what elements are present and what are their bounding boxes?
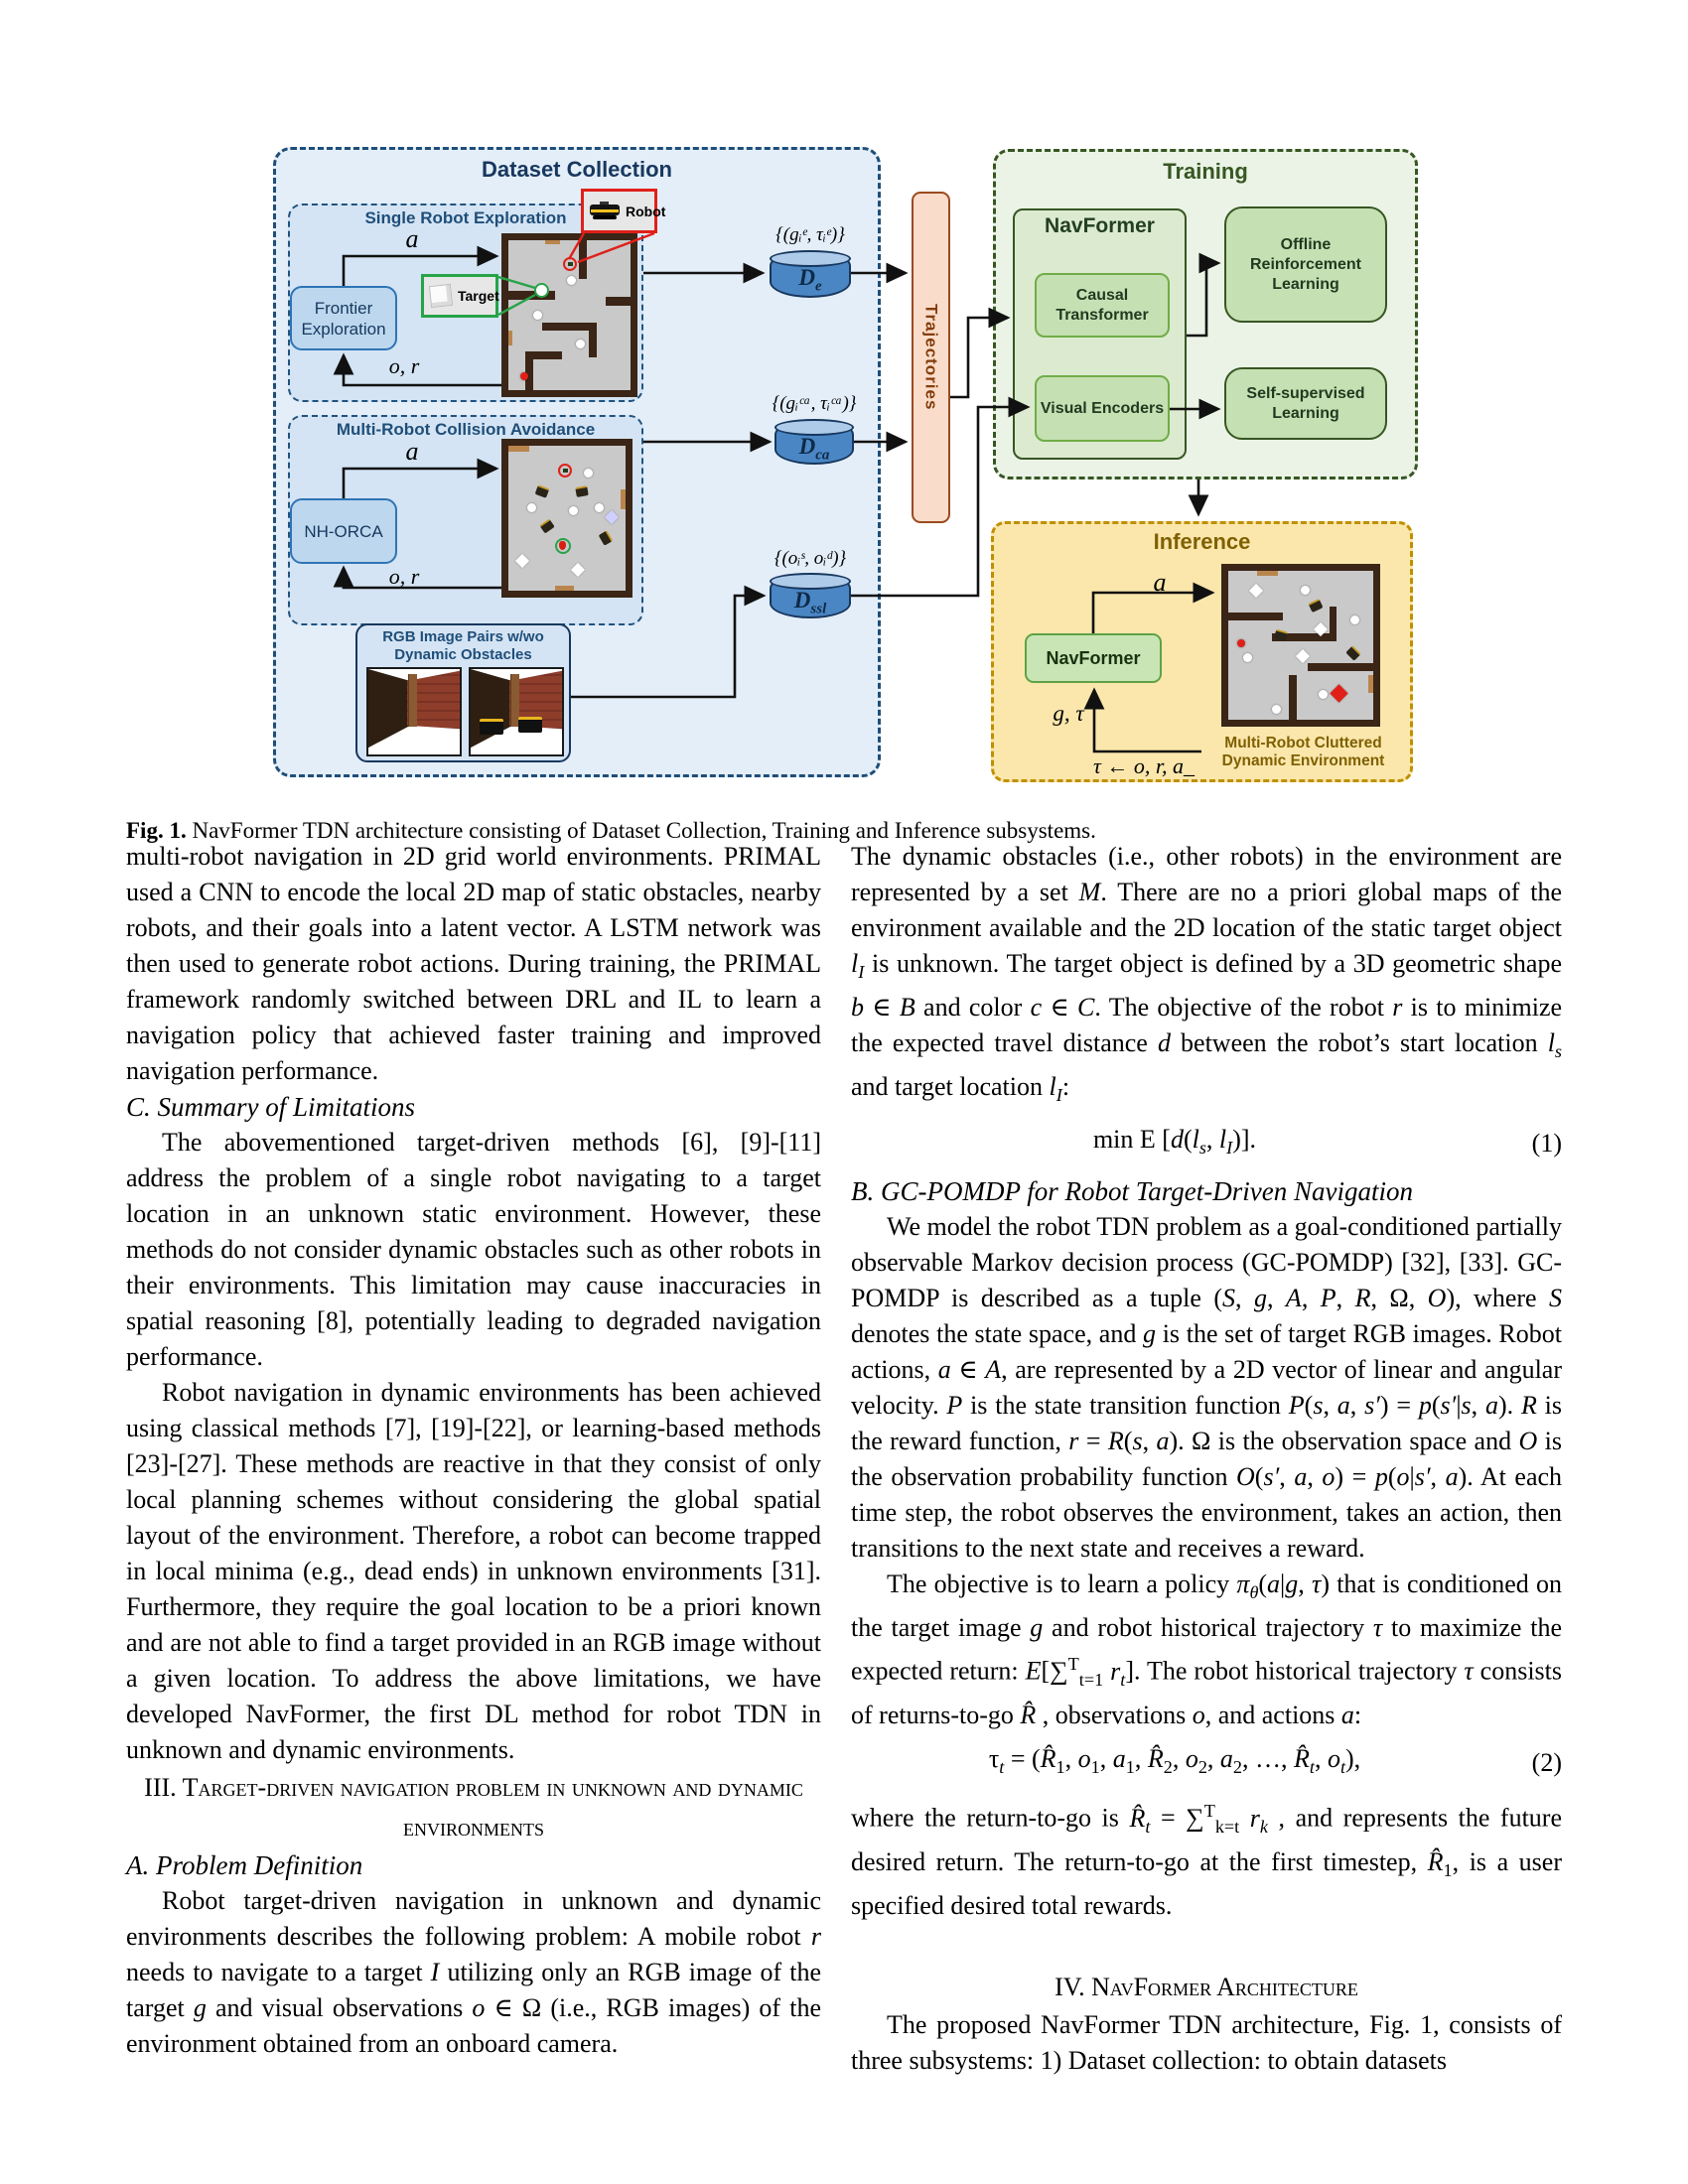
subsection-heading-b: B. GC-POMDP for Robot Target-Driven Navigation [851,1175,1413,1206]
rgb-output-label: {(oᵢˢ, oᵢᵈ)} [774,548,847,569]
robot-callout-label: Robot [626,203,666,219]
single-robot-exploration-title: Single Robot Exploration [364,208,567,227]
trajectories-bar [912,192,950,523]
rgb-image-pairs-title: RGB Image Pairs w/wo Dynamic Obstacles [382,628,544,663]
action-label-exploration: a [405,224,419,253]
causal-transformer-box: Causal Transformer [1035,273,1170,338]
de-label: D [798,265,815,290]
section-heading-4: IV. NavFormer Architecture [1055,1973,1358,2001]
paragraph: multi-robot navigation in 2D grid world environments. PRIMAL used a CNN to encode the local 2D map of static obstacles, nearby robots, and their goals into a latent vector. A LSTM network was then used to generate robot actions. During training, the PRIMAL framework randomly switched between DRL and IL to learn a navigation policy that achieved faster training and improved navigation performance. [126,842,821,1085]
figure-caption-text: NavFormer TDN architecture consisting of Dataset Collection, Training and Inference subsystems. [186,818,1096,843]
dynamic-hallway-image [469,667,564,756]
robot-callout [581,189,666,233]
dataset-de-cylinder [770,250,851,298]
goal-marker [555,538,571,554]
figure-caption-tag: Fig. 1. [126,818,187,843]
paragraph: Robot target-driven navigation in unknown and dynamic environments describes the following problem: A mobile robot r needs to navigate to a target I utilizing only an RGB image of the target g and visual observations o ∈ Ω (i.e., RGB images) of the environment obtained from an onboard camera. [126,1886,821,2058]
training-title: Training [1163,159,1248,184]
paragraph: Robot navigation in dynamic environments has been achieved using classical methods [7], [19]-[22], or learning-based methods [23]-[27]. These methods are reactive in that they consist of only local planning schemes without considering the global spatial layout of the environment. Therefore, a robot can become trapped in local minima (e.g., dead ends) in unknown environments [31]. Furthermore, they require the goal location to be a priori known and are not able to find a target provided in an RGB image without a given location. To address the above limitations, we have developed NavFormer, the first DL method for robot TDN in unknown and dynamic environments. [126,1378,821,1764]
subsection-heading-c: C. Summary of Limitations [126,1092,416,1122]
robot-icon [590,202,620,221]
exploration-environment-image [501,233,637,397]
target-viewpoint-marker [534,283,549,298]
inference-environment-caption: Multi-Robot Cluttered Dynamic Environment [1221,735,1385,769]
collision-environment-image [501,439,633,598]
inference-environment-image [1221,564,1380,727]
dca-sub: ca [815,447,830,464]
equation-2 [851,1741,1562,1785]
right-column [851,839,1562,2079]
inference-navformer-box: NavFormer [1025,633,1162,683]
equation-1 [851,1122,1562,1165]
dssl-label: D [793,588,811,613]
pa­ragraph: where the return-to-go is $R̂_t = \sum^T_{k=t}$ $r_k$ , and represents the future desired return. The return-to-go at the first timestep, $R̂_1$, is a user specified desired total rewards. [851,1800,1563,1920]
dataset-dca-cylinder [774,419,854,465]
section-heading-3: III. Target-driven navigation problem in unknown and dynamic environments [144,1773,803,1842]
collision-output-label: {(gᵢᶜᵃ, τᵢᶜᵃ)} [772,393,857,414]
de-sub: e [814,278,822,295]
multi-robot-collision-title: Multi-Robot Collision Avoidance [336,420,596,439]
inference-input-label: g, τ [1053,701,1084,726]
action-label-collision: a [405,437,419,466]
paragraph: The abovementioned target-driven methods [6], [9]-[11] address the problem of a single robot navigating to a target location in an unknown static environment. However, these methods do not consider dynamic obstacles such as other robots in their environments. This limitation may cause inaccuracies in spatial reasoning [8], potentially leading to degraded navigation performance. [126,1128,821,1371]
dataset-collection-title: Dataset Collection [482,157,672,182]
paragraph: The objective is to learn a policy $\pi_\theta(a|g$, τ) that is conditioned on the target image g and robot historical trajectory τ to maximize the expected return: E[∑$^T_{t=1}$ $r_t$]. The robot historical trajectory τ consists of returns-to-go R̂ , observations o, and actions a: [851,1569,1563,1729]
paragraph: The proposed NavFormer TDN architecture, Fig. 1, consists of three subsystems: 1) Dataset collection: to obtain datasets [851,2010,1562,2075]
visual-encoders-box: Visual Encoders [1035,375,1170,442]
target-callout [421,274,498,318]
target-callout-label: Target [458,288,499,304]
offline-rl-box: Offline Reinforcement Learning [1224,206,1387,323]
paragraph: We model the robot TDN problem as a goal-conditioned partially observable Markov decision process (GC-POMDP) [32], [33]. GC-POMDP is described as a tuple (S, g, A, P, R, Ω, O), where S denotes the state space, and g is the set of target RGB images. Robot actions, a ∈ A, are represented by a 2D vector of linear and angular velocity. P is the state transition function P(s, a, s′) = p(s′|s, a). R is the reward function, r = R(s, a). Ω is the observation space and O is the observation probability function O(s′, a, o) = p(o|s′, a). At each time step, the robot observes the environment, takes an action, then transitions to the next state and receives a reward. [851,1211,1563,1563]
self-supervised-box: Self-supervised Learning [1224,367,1387,440]
feedback-label-collision: o, r [388,564,420,589]
frontier-exploration-box: Frontier Exploration [290,286,397,350]
robot-marker [563,257,577,271]
navformer-title: NavFormer [1045,214,1155,237]
feedback-label-exploration: o, r [388,353,420,378]
dca-label: D [798,434,816,459]
equation-2-body: $\tau_t$ = ($R̂_1$, $o_1$, $a_1$, $R̂_2$, $o_2$, $a_2$, …, $R̂_t$, $o_t$), [988,1743,1361,1777]
subsection-heading-a: A. Problem Definition [126,1850,363,1880]
figure-1 [273,147,1418,782]
inference-update-label: τ ← o, r, a_ [1093,753,1195,778]
equation-1-number: (1) [1531,1128,1562,1158]
paragraph: The dynamic obstacles (i.e., other robots) in the environment are represented by a set M. There are no a priori global maps of the environment available and the 2D location of the static target object $l_I$ is unknown. The target object is defined by a 3D geometric shape b ∈ B and color c ∈ C. The objective of the robot r is to minimize the expected travel distance d between the robot’s start location $l_s$ and target location $l_I$: [851,842,1563,1106]
dssl-sub: ssl [810,601,827,617]
dataset-dssl-cylinder [770,573,851,618]
equation-2-number: (2) [1531,1747,1562,1777]
inference-title: Inference [1153,529,1251,554]
static-hallway-image [366,667,462,756]
exploration-output-label: {(gᵢᵉ, τᵢᵉ)} [775,224,845,245]
inference-action-label: a [1153,568,1167,597]
target-cube-icon [429,284,453,308]
trajectories-label: Trajectories [921,304,941,411]
robot-marker [558,464,572,478]
left-column [126,839,821,2062]
nh-orca-box: NH-ORCA [290,498,397,564]
equation-1-body: min E [$d(l_s$, $l_I$)]. [1092,1124,1257,1158]
